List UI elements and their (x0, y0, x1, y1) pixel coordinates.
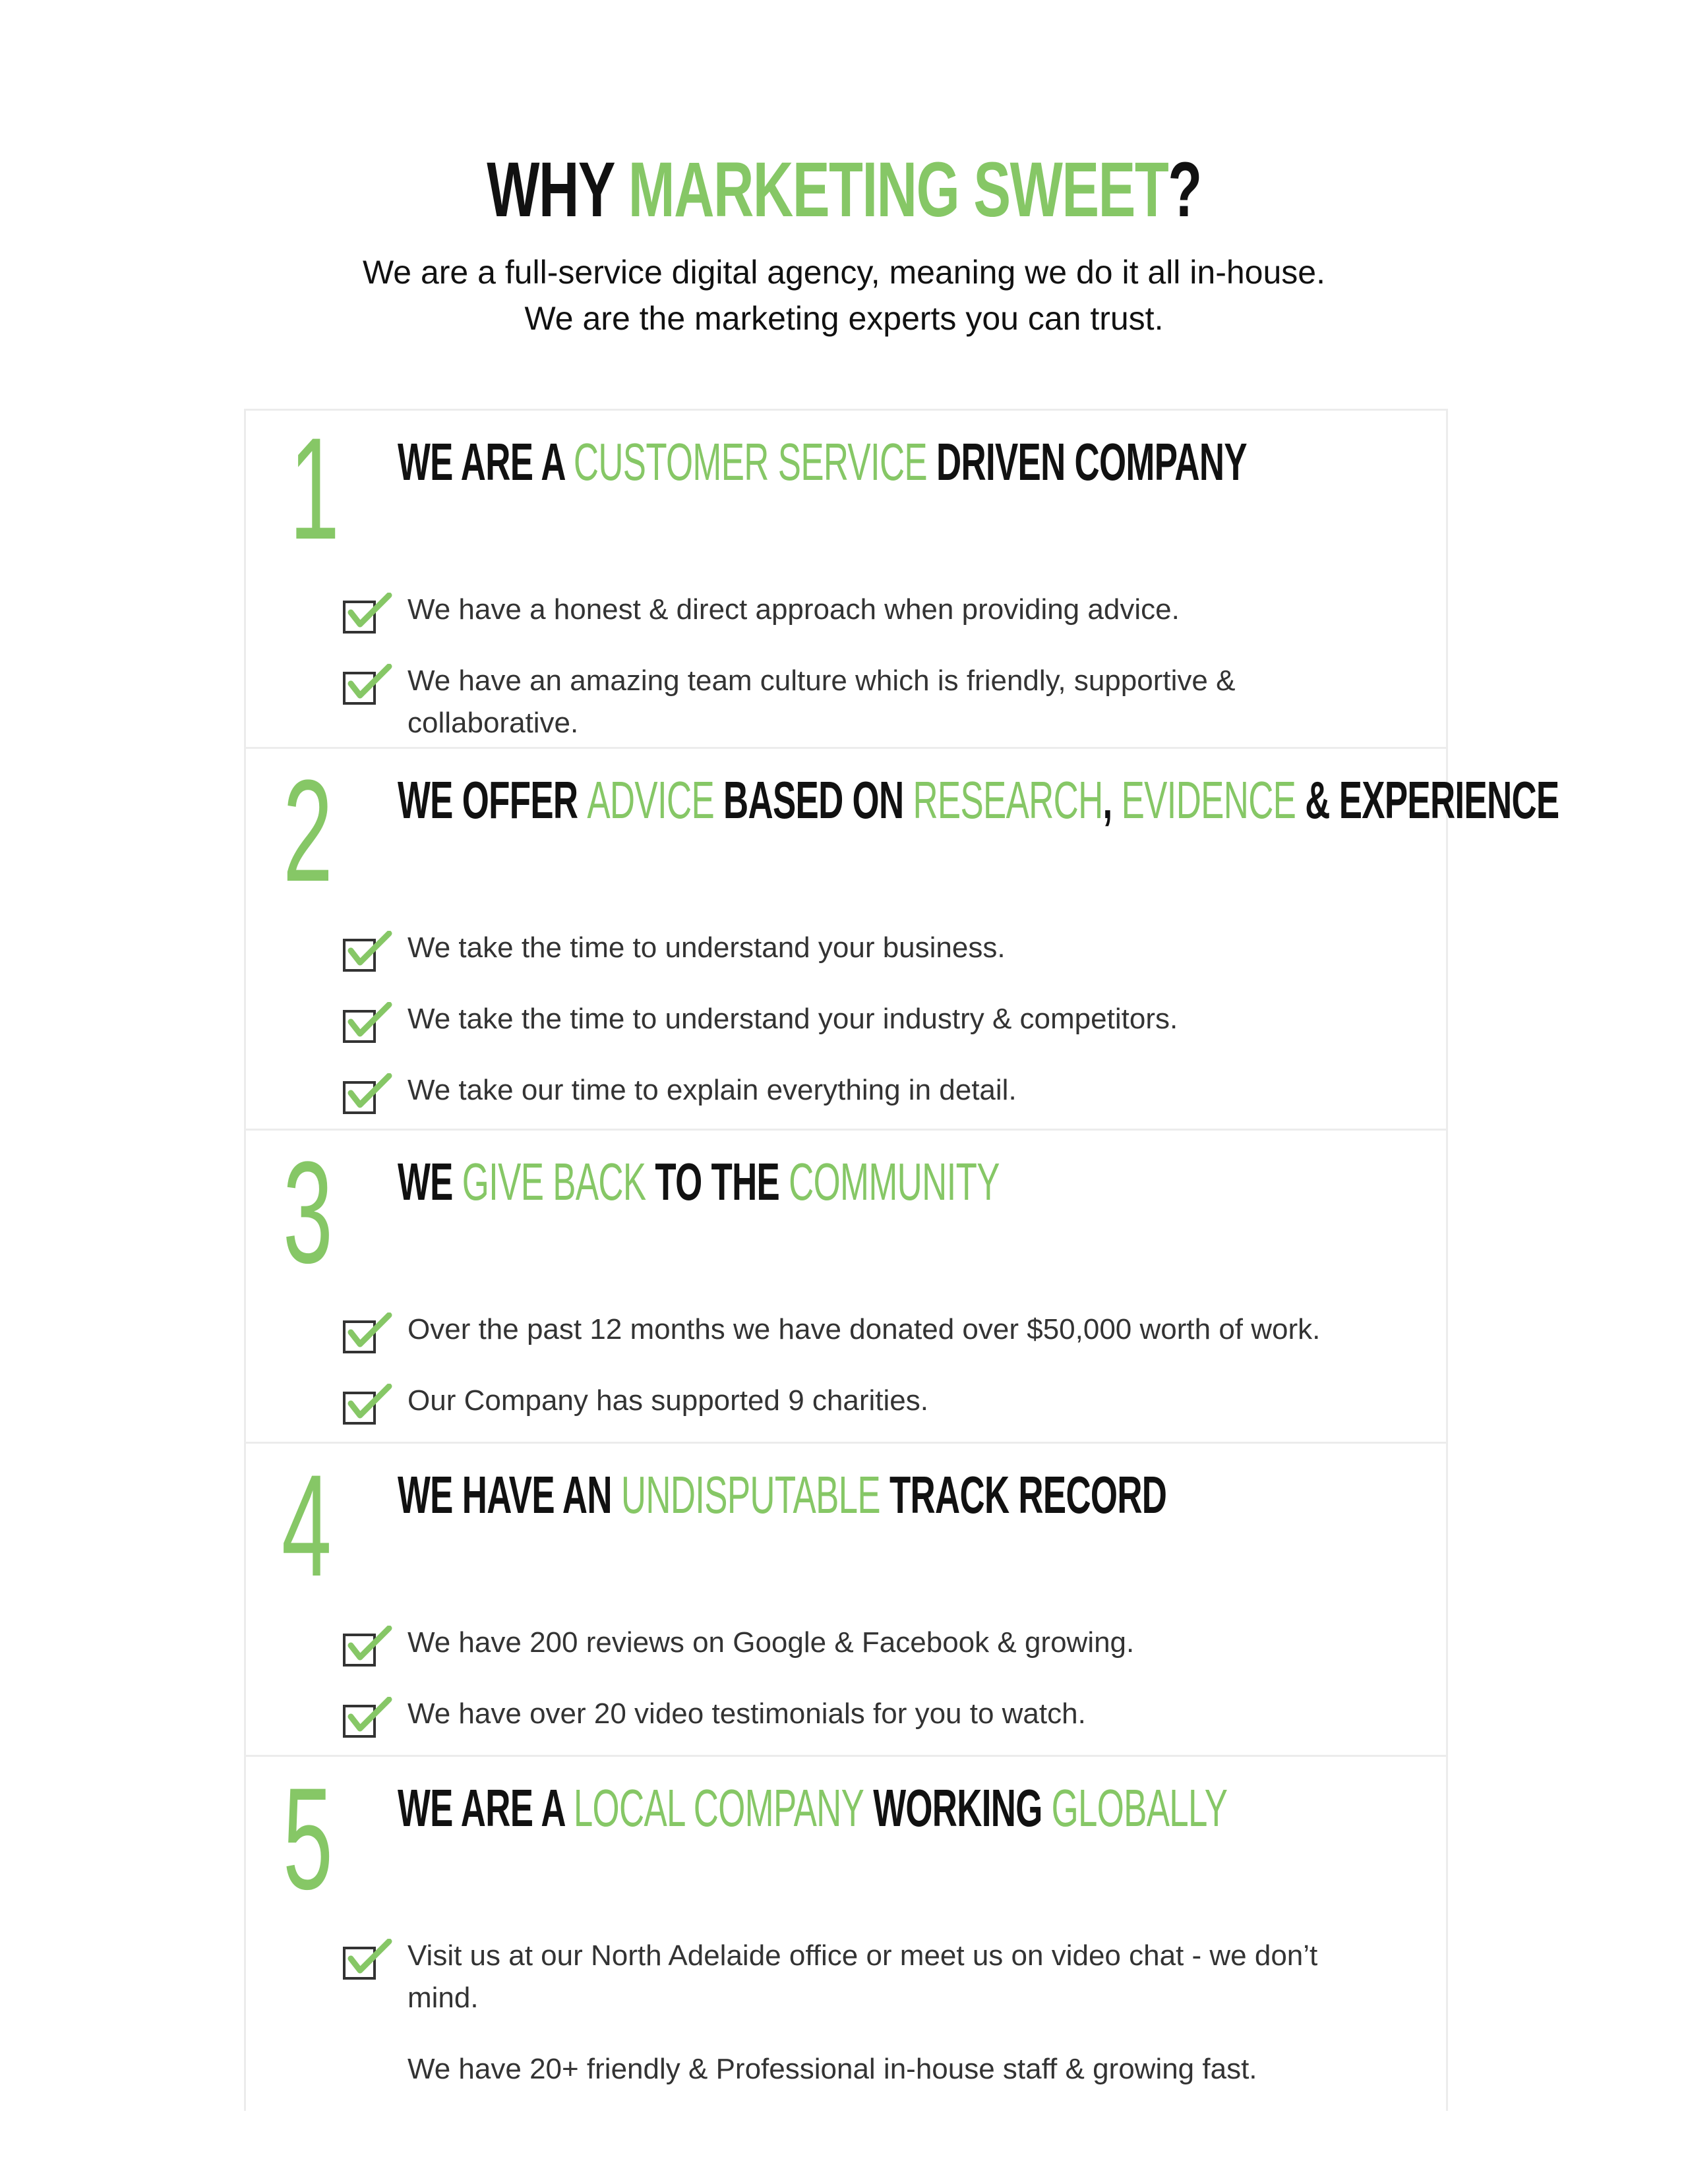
heading-text: TO THE (646, 1152, 789, 1211)
heading-highlight: GIVE BACK (462, 1152, 646, 1211)
heading-text: WE ARE A (398, 432, 574, 491)
heading-text: & EXPERIENCE (1296, 771, 1559, 829)
list-item-text: We have over 20 video testimonials for you to watch. (407, 1697, 1086, 1730)
checkbox-check-icon (342, 1002, 393, 1046)
heading-highlight: UNDISPUTABLE (620, 1465, 880, 1524)
title-suffix: ? (1168, 146, 1201, 233)
checkbox-check-icon (342, 1384, 393, 1427)
list-item-text: We have an amazing team culture which is friendly, supportive & collaborative. (407, 664, 1236, 739)
subtitle-line-2: We are the marketing experts you can trust. (524, 300, 1164, 337)
checkbox-check-icon (342, 931, 393, 974)
subtitle-line-1: We are a full-service digital agency, meaning we do it all in-house. (362, 254, 1325, 291)
heading-highlight: LOCAL COMPANY (573, 1779, 864, 1837)
heading-text: WORKING (864, 1779, 1052, 1837)
heading-text: WE OFFER (398, 771, 588, 829)
page-title (236, 144, 1451, 236)
heading-text: TRACK RECORD (880, 1465, 1167, 1524)
heading-text: , (1102, 771, 1122, 829)
list-item-text: We have a honest & direct approach when providing advice. (407, 593, 1180, 626)
heading-text: WE (398, 1152, 462, 1211)
heading-highlight: EVIDENCE (1121, 771, 1296, 829)
reason-card-3 (244, 1129, 1448, 1444)
heading-highlight: COMMUNITY (789, 1152, 1000, 1211)
reason-card-4 (244, 1442, 1448, 1757)
list-item-text: We have 200 reviews on Google & Facebook & growing. (407, 1626, 1135, 1659)
reason-card-5 (244, 1755, 1448, 2111)
checkbox-check-icon (342, 593, 393, 636)
heading-text: BASED ON (714, 771, 913, 829)
reason-number: 3 (283, 1131, 333, 1293)
heading-highlight: ADVICE (587, 771, 715, 829)
reason-heading (398, 1462, 1166, 1528)
checkbox-check-icon (342, 1697, 393, 1740)
title-prefix: WHY (487, 146, 628, 233)
reason-number: 5 (283, 1757, 333, 1920)
heading-highlight: CUSTOMER SERVICE (573, 432, 927, 491)
list-item-text: We take the time to understand your business. (407, 931, 1006, 964)
reason-heading (398, 1149, 1000, 1215)
title-highlight: MARKETING SWEET (628, 146, 1168, 233)
heading-text: DRIVEN COMPANY (926, 432, 1247, 491)
list-item-text: We take our time to explain everything in detail. (407, 1074, 1017, 1106)
heading-text: WE ARE A (398, 1779, 574, 1837)
list-item-text: Our Company has supported 9 charities. (407, 1384, 928, 1417)
reason-card-1 (244, 409, 1448, 749)
checkbox-check-icon (342, 664, 393, 707)
reason-heading (398, 767, 1559, 833)
reason-heading (398, 1775, 1227, 1841)
page-subtitle (0, 249, 1688, 341)
reason-number: 4 (282, 1444, 332, 1607)
list-item-text: We take the time to understand your industry & competitors. (407, 1003, 1178, 1035)
reason-card-2 (244, 747, 1559, 1131)
heading-highlight: RESEARCH (913, 771, 1103, 829)
reason-heading (398, 429, 1247, 495)
checkbox-check-icon (342, 1313, 393, 1356)
reason-number: 2 (283, 750, 333, 912)
checkbox-check-icon (342, 1073, 393, 1117)
list-item-text: Visit us at our North Adelaide office or meet us on video chat - we don’t mind. (407, 1939, 1318, 2014)
list-item-text: Over the past 12 months we have donated over $50,000 worth of work. (407, 1313, 1321, 1345)
list-item-text: We have 20+ friendly & Professional in-house staff & growing fast. (407, 2053, 1257, 2085)
checkbox-check-icon (342, 1939, 393, 1982)
checkbox-check-icon (342, 1626, 393, 1669)
heading-text: WE HAVE AN (398, 1465, 621, 1524)
reason-number: 1 (289, 407, 340, 570)
heading-highlight: GLOBALLY (1051, 1779, 1228, 1837)
